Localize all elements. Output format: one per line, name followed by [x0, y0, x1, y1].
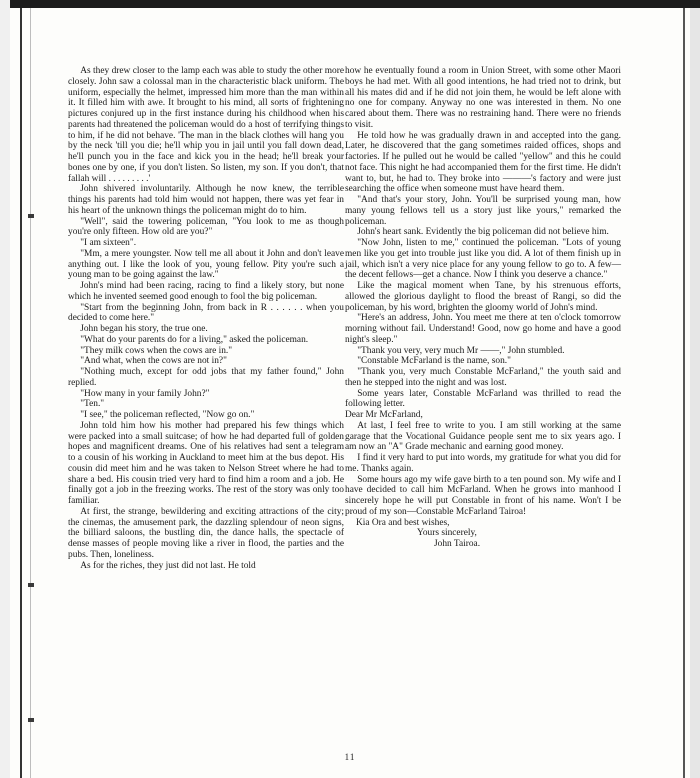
- right-column: [345, 66, 621, 550]
- binding-staple-mark: [28, 718, 34, 722]
- paragraph: As for the riches, they just did not last. He told: [80, 560, 256, 571]
- letter-paragraph: Some hours ago my wife gave birth to a ten pound son. My wife and I have decided to call him McFarland. When he grows into manhood I sincerely hope he will put Constable in front of his name. Won't I be proud of my son—Constable McFarland Tairoa!: [345, 474, 621, 517]
- letter-signature: John Tairoa.: [434, 539, 481, 549]
- paragraph: "Start from the beginning John, from back in R . . . . . . when you decided to come here.": [68, 302, 344, 324]
- paragraph: "Now John, listen to me," continued the policeman. "Lots of young men like you get into trouble just like you did. A lot of them finish up in jail, which isn't a very nice place for any young fellow to go to. A few—the decent fellows—get a chance. Now I think you deserve a chance.": [345, 238, 621, 281]
- paragraph: "Here's an address, John. You meet me there at ten o'clock tomorrow morning without fail. Understand! Good, now go home and have a good night's sleep.": [345, 313, 621, 345]
- letter-yours: Yours sincerely,: [417, 528, 477, 539]
- page-gutter-line: [30, 8, 31, 778]
- paragraph: "Ten.": [80, 399, 105, 410]
- paragraph: Some years later, Constable McFarland was thrilled to read the following letter.: [345, 388, 621, 410]
- letter-salutation: Dear Mr McFarland,: [345, 410, 423, 420]
- page-number: 11: [344, 752, 356, 762]
- binding-staple-mark: [28, 583, 34, 587]
- paragraph: John began his story, the true one.: [80, 324, 208, 334]
- paragraph: John told him how his mother had prepared his few things which were packed into a small suitcase; of how he had departed full of golden hopes and magnificent dreams. One of his relatives had sent a telegram to a cousin of his working in Auckland to meet him at the bus depot. His cousin did meet him and he was taken to Nelson Street where he had to share a bed. His cousin tried very hard to find him a room and a job. He finally got a job in the freezing works. The rest of the story was only too familiar.: [68, 420, 344, 506]
- paragraph: "What do your parents do for a living," asked the policeman.: [80, 334, 309, 345]
- paragraph: John shivered involuntarily. Although he now knew, the terrible things his parents had told him would not happen, there was yet fear in his heart of the unknown things the policeman might do to him.: [68, 184, 344, 216]
- page-right-edge: [683, 8, 685, 778]
- left-column: [68, 66, 344, 571]
- paragraph: John's heart sank. Evidently the big policeman did not believe him.: [357, 227, 609, 238]
- paragraph: "Mm, a mere youngster. Now tell me all about it John and don't leave anything out. I like the look of you, young fellow. Pity you're such a young man to be going against the law.": [68, 248, 344, 281]
- paragraph: "Well", said the towering policeman, "You look to me as though you're only fifteen. How old are you?": [68, 216, 344, 238]
- paragraph: At first, the strange, bewildering and exciting attractions of the city; the cinemas, the amusement park, the dazzling splendour of neon signs, the billiard saloons, the bustling din, the dance halls, the spectacle of dense masses of people moving like a river in flood, the parties and the pubs. Then, loneliness.: [68, 506, 344, 560]
- paragraph: As they drew closer to the lamp each was able to study the other more closely. John saw a colossal man in the characteristic black uniform. The uniform, especially the helmet, impressed him more than the man within it. It filled him with awe. It brought to his mind, all sorts of frightening pictures conjured up in the first instance during his childhood when his parents had threatened the policeman would do a host of terrifying things to him, if he did not behave. 'The man in the black clothes will hang you by the neck 'till you die; he'll whip you in jail until you fall down dead, he'll punch you in the face and kick you in the head; he'll break your bones one by one, if you don't listen. So listen, my son. If you don't, that fallah will . . . . . . . . .': [68, 66, 344, 184]
- paragraph: John's mind had been racing, racing to find a likely story, but none which he invented seemed good enough to fool the big policeman.: [68, 281, 344, 302]
- letter-paragraph: At last, I feel free to write to you. I am still working at the same garage that the Vocational Guidance people sent me to six years ago. I am now an "A" Grade mechanic and earning good money.: [345, 420, 621, 453]
- paragraph: "They milk cows when the cows are in.": [80, 345, 233, 356]
- scan-left-margin: [0, 0, 10, 778]
- paragraph: "Nothing much, except for odd jobs that my father found," John replied.: [68, 367, 344, 388]
- paragraph: "And what, when the cows are not in?": [80, 356, 227, 367]
- paragraph: "Thank you, very much Constable McFarland," the youth said and then he stepped into the night and was lost.: [345, 367, 621, 388]
- scan-right-margin: [690, 8, 700, 778]
- paragraph: "And that's your story, John. You'll be surprised young man, how many young fellows tell us a story just like yours," remarked the policeman.: [345, 195, 621, 227]
- paragraph: how he eventually found a room in Union Street, with some other Maori boys he had met. With all good intentions, he had tried not to drink, but all his mates did and if he did not join them, he would be left alone with no one for company. Anyway no one was interested in them. No one cared about them. There was no restraining hand. There were no friends to visit.: [345, 66, 621, 130]
- paragraph: "How many in your family John?": [80, 388, 210, 399]
- paragraph: "Thank you very, very much Mr ——," John stumbled.: [357, 345, 565, 356]
- page-binding-edge: [20, 8, 22, 778]
- paragraph: He told how he was gradually drawn in and accepted into the gang. Later, he discovered that the gang sometimes raided offices, shops and factories. If he pulled out he would be called "yellow" and this he could not face. This night he had accompanied them for the first time. He didn't want to, but, he had to. They broke into ———'s factory and were just searching the office when someone must have heard them.: [345, 130, 621, 195]
- binding-staple-mark: [28, 214, 34, 218]
- paragraph: "Constable McFarland is the name, son.": [357, 356, 511, 367]
- scan-top-border: [0, 0, 700, 8]
- paragraph: Like the magical moment when Tane, by his strenuous efforts, allowed the glorious daylight to flood the breast of Rangi, so did the policeman, by his word, brighten the gloomy world of John's mind.: [345, 281, 621, 313]
- paragraph: "I am sixteen".: [80, 238, 137, 248]
- letter-paragraph: I find it very hard to put into words, my gratitude for what you did for me. Thanks again.: [345, 453, 621, 474]
- paragraph: "I see," the policeman reflected, "Now go on.": [80, 410, 255, 420]
- letter-closing: Kia Ora and best wishes,: [356, 517, 450, 528]
